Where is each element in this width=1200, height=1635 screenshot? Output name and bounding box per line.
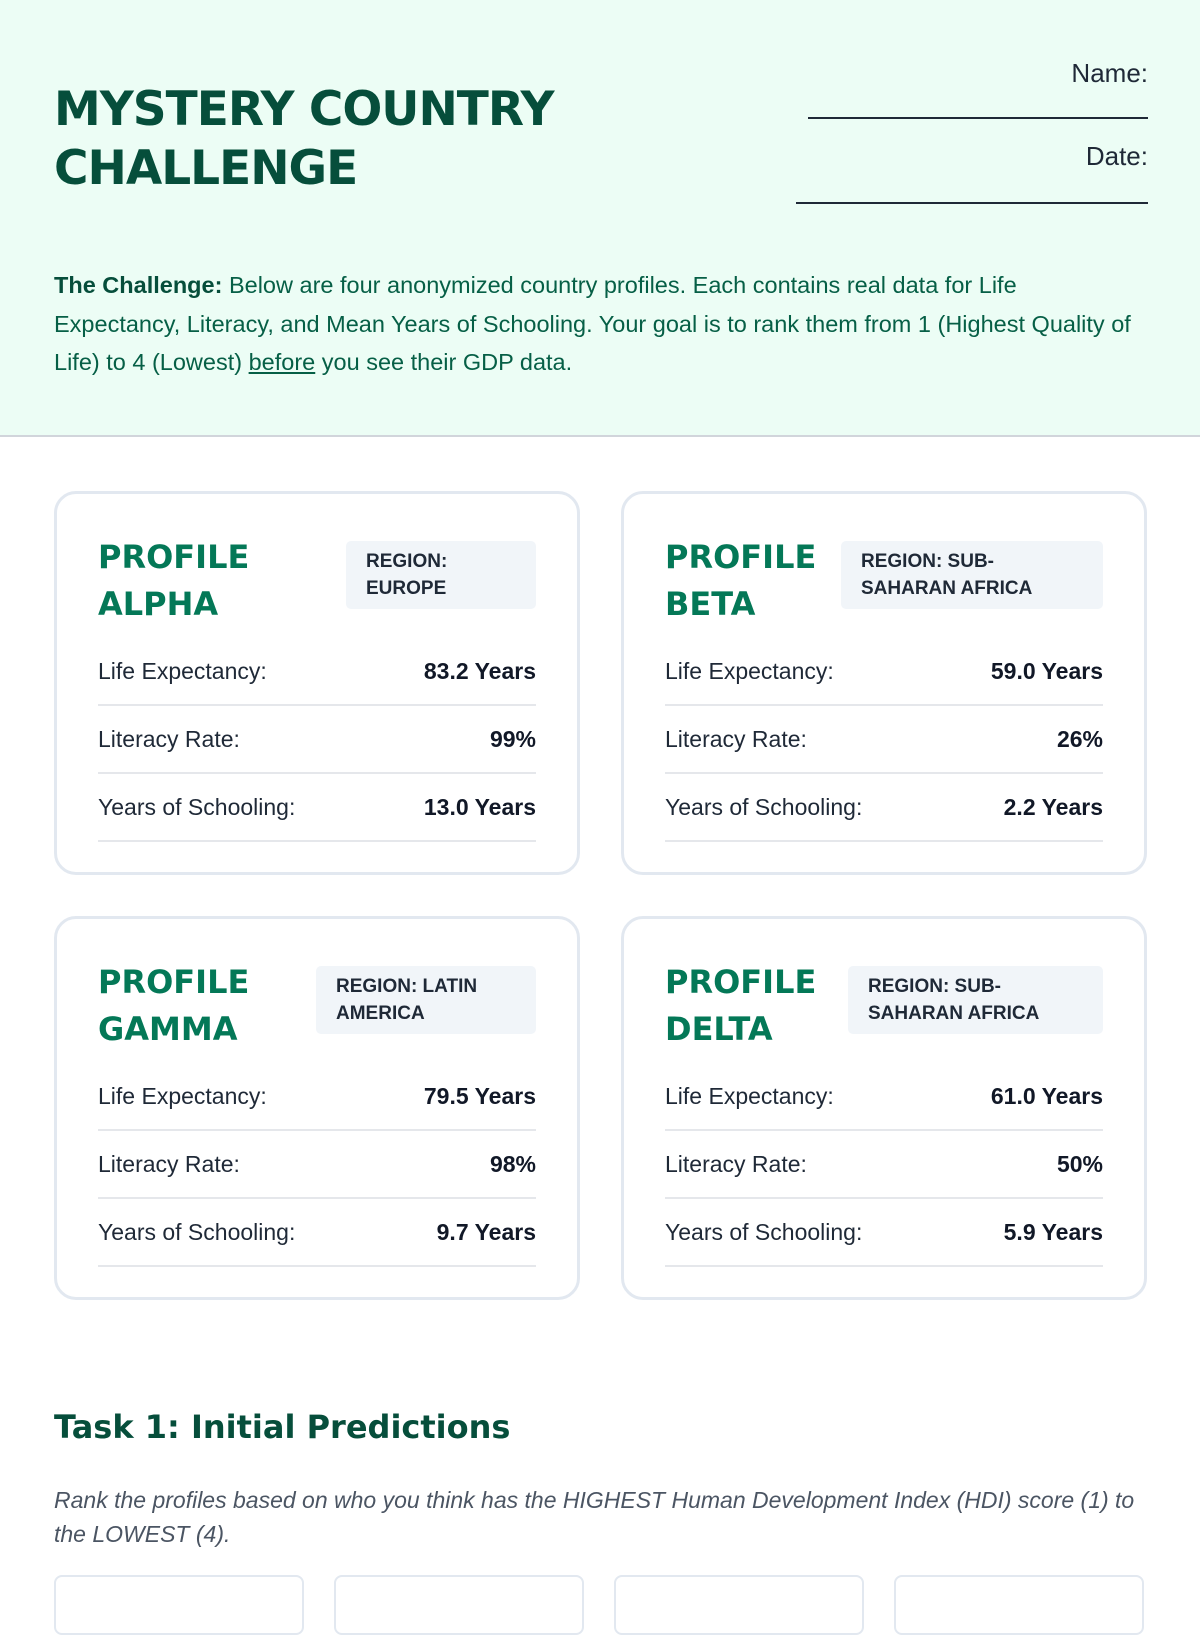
profile-card-delta xyxy=(621,916,1147,1300)
stat-row-literacy xyxy=(98,1131,536,1199)
region-badge: REGION: LATIN AMERICA xyxy=(316,966,536,1034)
profile-name-line2: GAMMA xyxy=(98,1010,238,1048)
stat-label: Literacy Rate: xyxy=(665,725,807,752)
stat-value: 98% xyxy=(489,1150,536,1177)
stat-value: 99% xyxy=(489,725,536,752)
stat-label: Literacy Rate: xyxy=(98,725,240,752)
stat-label: Life Expectancy: xyxy=(98,657,267,684)
card-header xyxy=(98,534,536,638)
rank-box-1[interactable] xyxy=(54,1575,304,1635)
profile-name-line1: PROFILE xyxy=(665,963,817,1001)
page-title xyxy=(54,80,554,198)
student-info xyxy=(796,58,1148,204)
name-write-line[interactable] xyxy=(808,117,1148,119)
stat-label: Years of Schooling: xyxy=(665,793,863,820)
profile-card-beta xyxy=(621,491,1147,875)
title-line-2: CHALLENGE xyxy=(54,141,358,196)
intro-underline: before xyxy=(248,349,316,375)
worksheet-header xyxy=(0,0,1200,437)
card-header xyxy=(665,959,1103,1063)
card-header xyxy=(98,959,536,1063)
stat-label: Literacy Rate: xyxy=(98,1150,240,1177)
task1-description: Rank the profiles based on who you think has the HIGHEST Human Development Index (HDI) score (1) to the LOWEST (4). xyxy=(54,1487,1135,1547)
name-label: Name: xyxy=(1071,58,1148,88)
stat-row-life-expectancy xyxy=(665,1063,1103,1131)
stat-label: Life Expectancy: xyxy=(98,1082,267,1109)
stat-label: Life Expectancy: xyxy=(665,1082,834,1109)
stat-row-literacy xyxy=(98,706,536,774)
profile-name xyxy=(98,534,298,628)
stat-value: 26% xyxy=(1056,725,1103,752)
stat-value: 50% xyxy=(1056,1150,1103,1177)
stat-row-schooling xyxy=(98,1199,536,1267)
profile-name-line2: DELTA xyxy=(665,1010,773,1048)
rank-box-4[interactable] xyxy=(894,1575,1144,1635)
stat-label: Years of Schooling: xyxy=(98,1218,296,1245)
stat-value: 9.7 Years xyxy=(436,1218,536,1245)
region-badge: REGION: SUB-SAHARAN AFRICA xyxy=(848,966,1103,1034)
stat-row-life-expectancy xyxy=(665,638,1103,706)
date-write-line[interactable] xyxy=(796,202,1148,204)
stat-value: 79.5 Years xyxy=(423,1082,536,1109)
rank-box-2[interactable] xyxy=(334,1575,584,1635)
profile-name-line2: BETA xyxy=(665,585,756,623)
stat-value: 5.9 Years xyxy=(1003,1218,1103,1245)
stat-value: 59.0 Years xyxy=(990,657,1103,684)
profile-card-alpha xyxy=(54,491,580,875)
rank-box-3[interactable] xyxy=(614,1575,864,1635)
stat-value: 13.0 Years xyxy=(423,793,536,820)
stat-row-life-expectancy xyxy=(98,638,536,706)
challenge-intro xyxy=(54,266,1134,382)
stat-value: 83.2 Years xyxy=(423,657,536,684)
title-line-1: MYSTERY COUNTRY xyxy=(54,82,554,137)
intro-bold: The Challenge: xyxy=(54,272,223,298)
card-header xyxy=(665,534,1103,638)
profile-name-line1: PROFILE xyxy=(665,538,817,576)
stat-label: Years of Schooling: xyxy=(665,1218,863,1245)
profile-card-gamma xyxy=(54,916,580,1300)
profile-name-line2: ALPHA xyxy=(98,585,219,623)
intro-end: you see their GDP data. xyxy=(315,349,573,375)
stat-row-literacy xyxy=(665,1131,1103,1199)
stat-value: 61.0 Years xyxy=(990,1082,1103,1109)
stat-label: Literacy Rate: xyxy=(665,1150,807,1177)
stat-row-schooling xyxy=(665,1199,1103,1267)
stat-label: Life Expectancy: xyxy=(665,657,834,684)
stat-row-schooling xyxy=(98,774,536,842)
profile-name-line1: PROFILE xyxy=(98,538,250,576)
profile-name xyxy=(98,959,298,1053)
stat-row-schooling xyxy=(665,774,1103,842)
region-badge: REGION: EUROPE xyxy=(346,541,536,609)
profile-name xyxy=(665,534,865,628)
stat-label: Years of Schooling: xyxy=(98,793,296,820)
region-badge: REGION: SUB-SAHARAN AFRICA xyxy=(841,541,1103,609)
stat-row-literacy xyxy=(665,706,1103,774)
profile-name xyxy=(665,959,865,1053)
stat-value: 2.2 Years xyxy=(1003,793,1103,820)
date-label: Date: xyxy=(1085,141,1148,171)
intro-text: Below are four anonymized country profiles. Each contains real data for Life Expectancy, Literacy, and Mean Years of Schooling. Your goal is to rank them from 1 (Highest Quality of Life) to 4 (Lowest) xyxy=(54,272,1131,375)
stat-row-life-expectancy xyxy=(98,1063,536,1131)
profile-name-line1: PROFILE xyxy=(98,963,250,1001)
task1-title: Task 1: Initial Predictions xyxy=(54,1408,511,1446)
